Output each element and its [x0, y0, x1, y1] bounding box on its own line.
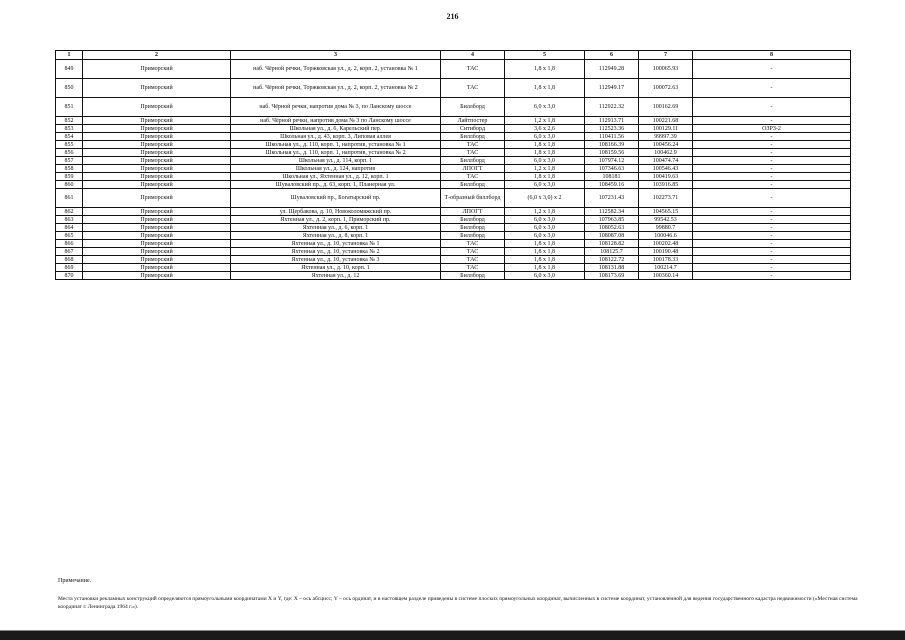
table-row [56, 60, 851, 79]
coordinate-y-cell: 99542.53 [639, 216, 693, 224]
size-cell: 6,0 x 3,0 [505, 216, 585, 224]
note-cell: - [693, 224, 851, 232]
note-cell: - [693, 264, 851, 272]
construction-type-cell: Т-образный биллборд [441, 189, 505, 208]
district-cell: Приморский [83, 264, 231, 272]
construction-type-cell: ТАС [441, 264, 505, 272]
coordinate-x-cell: 112949.17 [585, 79, 639, 98]
construction-type-cell: ТАС [441, 173, 505, 181]
note-cell: - [693, 173, 851, 181]
construction-type-cell: Ситиборд [441, 125, 505, 133]
note-cell: - [693, 141, 851, 149]
coordinate-x-cell: 108181 [585, 173, 639, 181]
row-number-cell: 866 [56, 240, 83, 248]
address-cell: Яхтенная ул., д. 10, установка № 1 [231, 240, 441, 248]
address-cell: Яхтенная ул., д. 10, корп. 1 [231, 264, 441, 272]
address-cell: Яхтенная ул., д. 10, установка № 3 [231, 256, 441, 264]
construction-type-cell: ТАС [441, 248, 505, 256]
coordinate-y-cell: 100072.63 [639, 79, 693, 98]
row-number-cell: 859 [56, 173, 83, 181]
note-cell: - [693, 157, 851, 165]
size-cell: 1,8 x 1,8 [505, 149, 585, 157]
note-cell: - [693, 232, 851, 240]
construction-type-cell: ЛПОГТ [441, 208, 505, 216]
coordinate-x-cell: 107346.63 [585, 165, 639, 173]
address-cell: Яхтенная ул., д. 2, корп. 1, Приморский пр. [231, 216, 441, 224]
coordinate-y-cell: 102273.71 [639, 189, 693, 208]
note-cell: - [693, 165, 851, 173]
district-cell: Приморский [83, 224, 231, 232]
row-number-cell: 857 [56, 157, 83, 165]
table-row [56, 208, 851, 216]
address-cell: наб. Чёрной речки, Торжковская ул., д. 2, корп. 2, установка № 1 [231, 60, 441, 79]
table-row [56, 224, 851, 232]
address-cell: Шуваловский пр., д. 63, корп. 1, Планерная ул. [231, 181, 441, 189]
column-header: 5 [505, 51, 585, 60]
construction-type-cell: ТАС [441, 141, 505, 149]
note-cell: - [693, 79, 851, 98]
table-row [56, 248, 851, 256]
size-cell: 6,0 x 3,0 [505, 224, 585, 232]
size-cell: 1,2 x 1,8 [505, 117, 585, 125]
table-row [56, 141, 851, 149]
row-number-cell: 854 [56, 133, 83, 141]
row-number-cell: 869 [56, 264, 83, 272]
address-cell: Яхтенная ул., д. 8, корп. 1 [231, 232, 441, 240]
address-cell: наб. Чёрной речки, напротив дома № 3, по Ланскому шоссе [231, 98, 441, 117]
note-cell: - [693, 248, 851, 256]
district-cell: Приморский [83, 149, 231, 157]
coordinate-y-cell: 99997.39 [639, 133, 693, 141]
row-number-cell: 855 [56, 141, 83, 149]
row-number-cell: 861 [56, 189, 83, 208]
district-cell: Приморский [83, 181, 231, 189]
row-number-cell: 864 [56, 224, 83, 232]
scan-bottom-border [0, 631, 905, 640]
row-number-cell: 865 [56, 232, 83, 240]
table-row [56, 264, 851, 272]
column-header: 1 [56, 51, 83, 60]
coordinate-x-cell: 108125.7 [585, 248, 639, 256]
row-number-cell: 852 [56, 117, 83, 125]
district-cell: Приморский [83, 125, 231, 133]
district-cell: Приморский [83, 165, 231, 173]
coordinate-x-cell: 112523.36 [585, 125, 639, 133]
construction-type-cell: ТАС [441, 149, 505, 157]
coordinate-x-cell: 108122.72 [585, 256, 639, 264]
column-header: 2 [83, 51, 231, 60]
coordinate-x-cell: 108159.56 [585, 149, 639, 157]
address-cell: Школьная ул., д. 110, корп. 1, напротив, установка № 2 [231, 149, 441, 157]
column-header: 8 [693, 51, 851, 60]
address-cell: Школьная ул., д. 114, корп. 1 [231, 157, 441, 165]
size-cell: 6,0 x 3,0 [505, 133, 585, 141]
coordinate-y-cell: 100065.93 [639, 60, 693, 79]
address-cell: наб. Чёрной речки, напротив дома № 3 по Ланскому шоссе [231, 117, 441, 125]
size-cell: 1,8 x 1,8 [505, 173, 585, 181]
coordinate-y-cell: 99880.7 [639, 224, 693, 232]
coordinate-x-cell: 108131.88 [585, 264, 639, 272]
column-header: 6 [585, 51, 639, 60]
district-cell: Приморский [83, 141, 231, 149]
district-cell: Приморский [83, 232, 231, 240]
coordinate-y-cell: 100546.43 [639, 165, 693, 173]
district-cell: Приморский [83, 60, 231, 79]
row-number-cell: 858 [56, 165, 83, 173]
coordinate-y-cell: 100419.63 [639, 173, 693, 181]
table-row [56, 272, 851, 280]
size-cell: 3,6 x 2,6 [505, 125, 585, 133]
row-number-cell: 856 [56, 149, 83, 157]
address-cell: Школьная ул., д. 110, корп. 1, напротив, установка № 1 [231, 141, 441, 149]
coordinate-x-cell: 112582.34 [585, 208, 639, 216]
size-cell: 1,8 x 1,8 [505, 240, 585, 248]
size-cell: 1,2 x 1,8 [505, 208, 585, 216]
coordinate-y-cell: 100178.33 [639, 256, 693, 264]
footnote-title: Примечание. [58, 578, 92, 584]
construction-type-cell: ТАС [441, 60, 505, 79]
size-cell: 6,0 x 3,0 [505, 98, 585, 117]
address-cell: Школьная ул., д. 124, напротив [231, 165, 441, 173]
coordinate-y-cell: 100202.48 [639, 240, 693, 248]
row-number-cell: 870 [56, 272, 83, 280]
construction-type-cell: ТАС [441, 256, 505, 264]
construction-type-cell: Биллборд [441, 98, 505, 117]
construction-type-cell: ТАС [441, 240, 505, 248]
size-cell: 1,8 x 1,8 [505, 79, 585, 98]
note-cell: - [693, 208, 851, 216]
row-number-cell: 862 [56, 208, 83, 216]
construction-type-cell: Биллборд [441, 181, 505, 189]
row-number-cell: 851 [56, 98, 83, 117]
table-row [56, 149, 851, 157]
construction-type-cell: Биллборд [441, 272, 505, 280]
district-cell: Приморский [83, 98, 231, 117]
district-cell: Приморский [83, 157, 231, 165]
note-cell: - [693, 133, 851, 141]
coordinate-x-cell: 107974.12 [585, 157, 639, 165]
note-cell: - [693, 98, 851, 117]
row-number-cell: 868 [56, 256, 83, 264]
row-number-cell: 849 [56, 60, 83, 79]
coordinate-y-cell: 100162.69 [639, 98, 693, 117]
size-cell: 6,0 x 3,0 [505, 232, 585, 240]
coordinate-x-cell: 108173.69 [585, 272, 639, 280]
construction-type-cell: ЛПОГТ [441, 165, 505, 173]
note-cell: - [693, 60, 851, 79]
row-number-cell: 853 [56, 125, 83, 133]
address-cell: Яхтенная ул., д. 10, установка № 2 [231, 248, 441, 256]
column-header: 4 [441, 51, 505, 60]
note-cell: ОЗРЗ-2 [693, 125, 851, 133]
coordinate-x-cell: 108087.08 [585, 232, 639, 240]
address-cell: Яхтенная ул., д. 12 [231, 272, 441, 280]
district-cell: Приморский [83, 79, 231, 98]
district-cell: Приморский [83, 117, 231, 125]
coordinate-y-cell: 100221.68 [639, 117, 693, 125]
coordinate-x-cell: 108128.82 [585, 240, 639, 248]
note-cell: - [693, 149, 851, 157]
size-cell: 6,0 x 3,0 [505, 181, 585, 189]
address-cell: ул. Щербакова, д. 10, Новоколомяжский пр. [231, 208, 441, 216]
coordinate-y-cell: 100462.9 [639, 149, 693, 157]
table-row [56, 98, 851, 117]
district-cell: Приморский [83, 256, 231, 264]
size-cell: 1,8 x 1,8 [505, 264, 585, 272]
construction-type-cell: Лайтпостер [441, 117, 505, 125]
coordinate-y-cell: 100190.48 [639, 248, 693, 256]
table-row [56, 256, 851, 264]
construction-type-cell: Биллборд [441, 216, 505, 224]
address-cell: наб. Чёрной речки, Торжковская ул., д. 2, корп. 2, установка № 2 [231, 79, 441, 98]
size-cell: 1,2 x 1,8 [505, 165, 585, 173]
coordinate-x-cell: 108166.39 [585, 141, 639, 149]
note-cell: - [693, 272, 851, 280]
district-cell: Приморский [83, 216, 231, 224]
table-row [56, 79, 851, 98]
coordinate-y-cell: 100046.6 [639, 232, 693, 240]
district-cell: Приморский [83, 133, 231, 141]
coordinate-y-cell: 100360.14 [639, 272, 693, 280]
size-cell: 1,8 x 1,8 [505, 141, 585, 149]
row-number-cell: 867 [56, 248, 83, 256]
note-cell: - [693, 181, 851, 189]
size-cell: 1,8 x 1,8 [505, 256, 585, 264]
coordinate-x-cell: 112949.28 [585, 60, 639, 79]
coordinate-x-cell: 112913.71 [585, 117, 639, 125]
address-cell: Школьная ул., д. 6, Карельский пер. [231, 125, 441, 133]
note-cell: - [693, 240, 851, 248]
construction-type-cell: ТАС [441, 79, 505, 98]
district-cell: Приморский [83, 272, 231, 280]
note-cell: - [693, 256, 851, 264]
coordinate-x-cell: 107231.43 [585, 189, 639, 208]
column-header: 3 [231, 51, 441, 60]
coordinate-y-cell: 103916.85 [639, 181, 693, 189]
table-row [56, 157, 851, 165]
coordinate-x-cell: 108459.16 [585, 181, 639, 189]
coordinate-x-cell: 108052.63 [585, 224, 639, 232]
district-cell: Приморский [83, 173, 231, 181]
note-cell: - [693, 117, 851, 125]
coordinate-y-cell: 100474.74 [639, 157, 693, 165]
note-cell: - [693, 189, 851, 208]
placement-table [55, 50, 851, 280]
coordinate-x-cell: 112922.32 [585, 98, 639, 117]
construction-type-cell: Биллборд [441, 157, 505, 165]
size-cell: 6,0 x 3,0 [505, 272, 585, 280]
size-cell: 6,0 x 3,0 [505, 157, 585, 165]
page-number: 216 [446, 12, 459, 21]
address-cell: Школьная ул., д. 43, корп. 3, Липовая аллея [231, 133, 441, 141]
size-cell: (6,0 x 3,0) x 2 [505, 189, 585, 208]
note-cell: - [693, 216, 851, 224]
row-number-cell: 860 [56, 181, 83, 189]
table-row [56, 133, 851, 141]
construction-type-cell: Биллборд [441, 232, 505, 240]
address-cell: Шуваловский пр., Богатырский пр. [231, 189, 441, 208]
construction-type-cell: Биллборд [441, 133, 505, 141]
district-cell: Приморский [83, 189, 231, 208]
coordinate-y-cell: 100129.11 [639, 125, 693, 133]
district-cell: Приморский [83, 240, 231, 248]
table-row [56, 232, 851, 240]
column-header: 7 [639, 51, 693, 60]
coordinate-x-cell: 107963.85 [585, 216, 639, 224]
table-row [56, 240, 851, 248]
footnote-text: Места установки рекламных конструкций определяются прямоугольными координатами X и Y, где: X – ось абсцисс; Y – ось ординат, и в настоящем разделе приведены в системе плоских прямоугольных координат, вычисленных в системе координат, установленной для ведения государственного кадастра недвижимости («Местная система координат г. Ленинграда 1964 г.»). [58, 596, 858, 610]
table-row [56, 181, 851, 189]
table-body [56, 60, 851, 280]
coordinate-y-cell: 100214.7 [639, 264, 693, 272]
coordinate-y-cell: 100456.24 [639, 141, 693, 149]
address-cell: Школьная ул., Яхтенная ул., д. 12, корп. 1 [231, 173, 441, 181]
table-row [56, 173, 851, 181]
coordinate-y-cell: 104565.15 [639, 208, 693, 216]
table-row [56, 189, 851, 208]
address-cell: Яхтенная ул., д. 6, корп. 1 [231, 224, 441, 232]
row-number-cell: 863 [56, 216, 83, 224]
district-cell: Приморский [83, 248, 231, 256]
size-cell: 1,8 x 1,8 [505, 60, 585, 79]
construction-type-cell: Биллборд [441, 224, 505, 232]
row-number-cell: 850 [56, 79, 83, 98]
coordinate-x-cell: 110411.56 [585, 133, 639, 141]
table-row [56, 165, 851, 173]
table-row [56, 216, 851, 224]
table-header-row [56, 51, 851, 60]
size-cell: 1,8 x 1,8 [505, 248, 585, 256]
district-cell: Приморский [83, 208, 231, 216]
table-row [56, 125, 851, 133]
table-row [56, 117, 851, 125]
